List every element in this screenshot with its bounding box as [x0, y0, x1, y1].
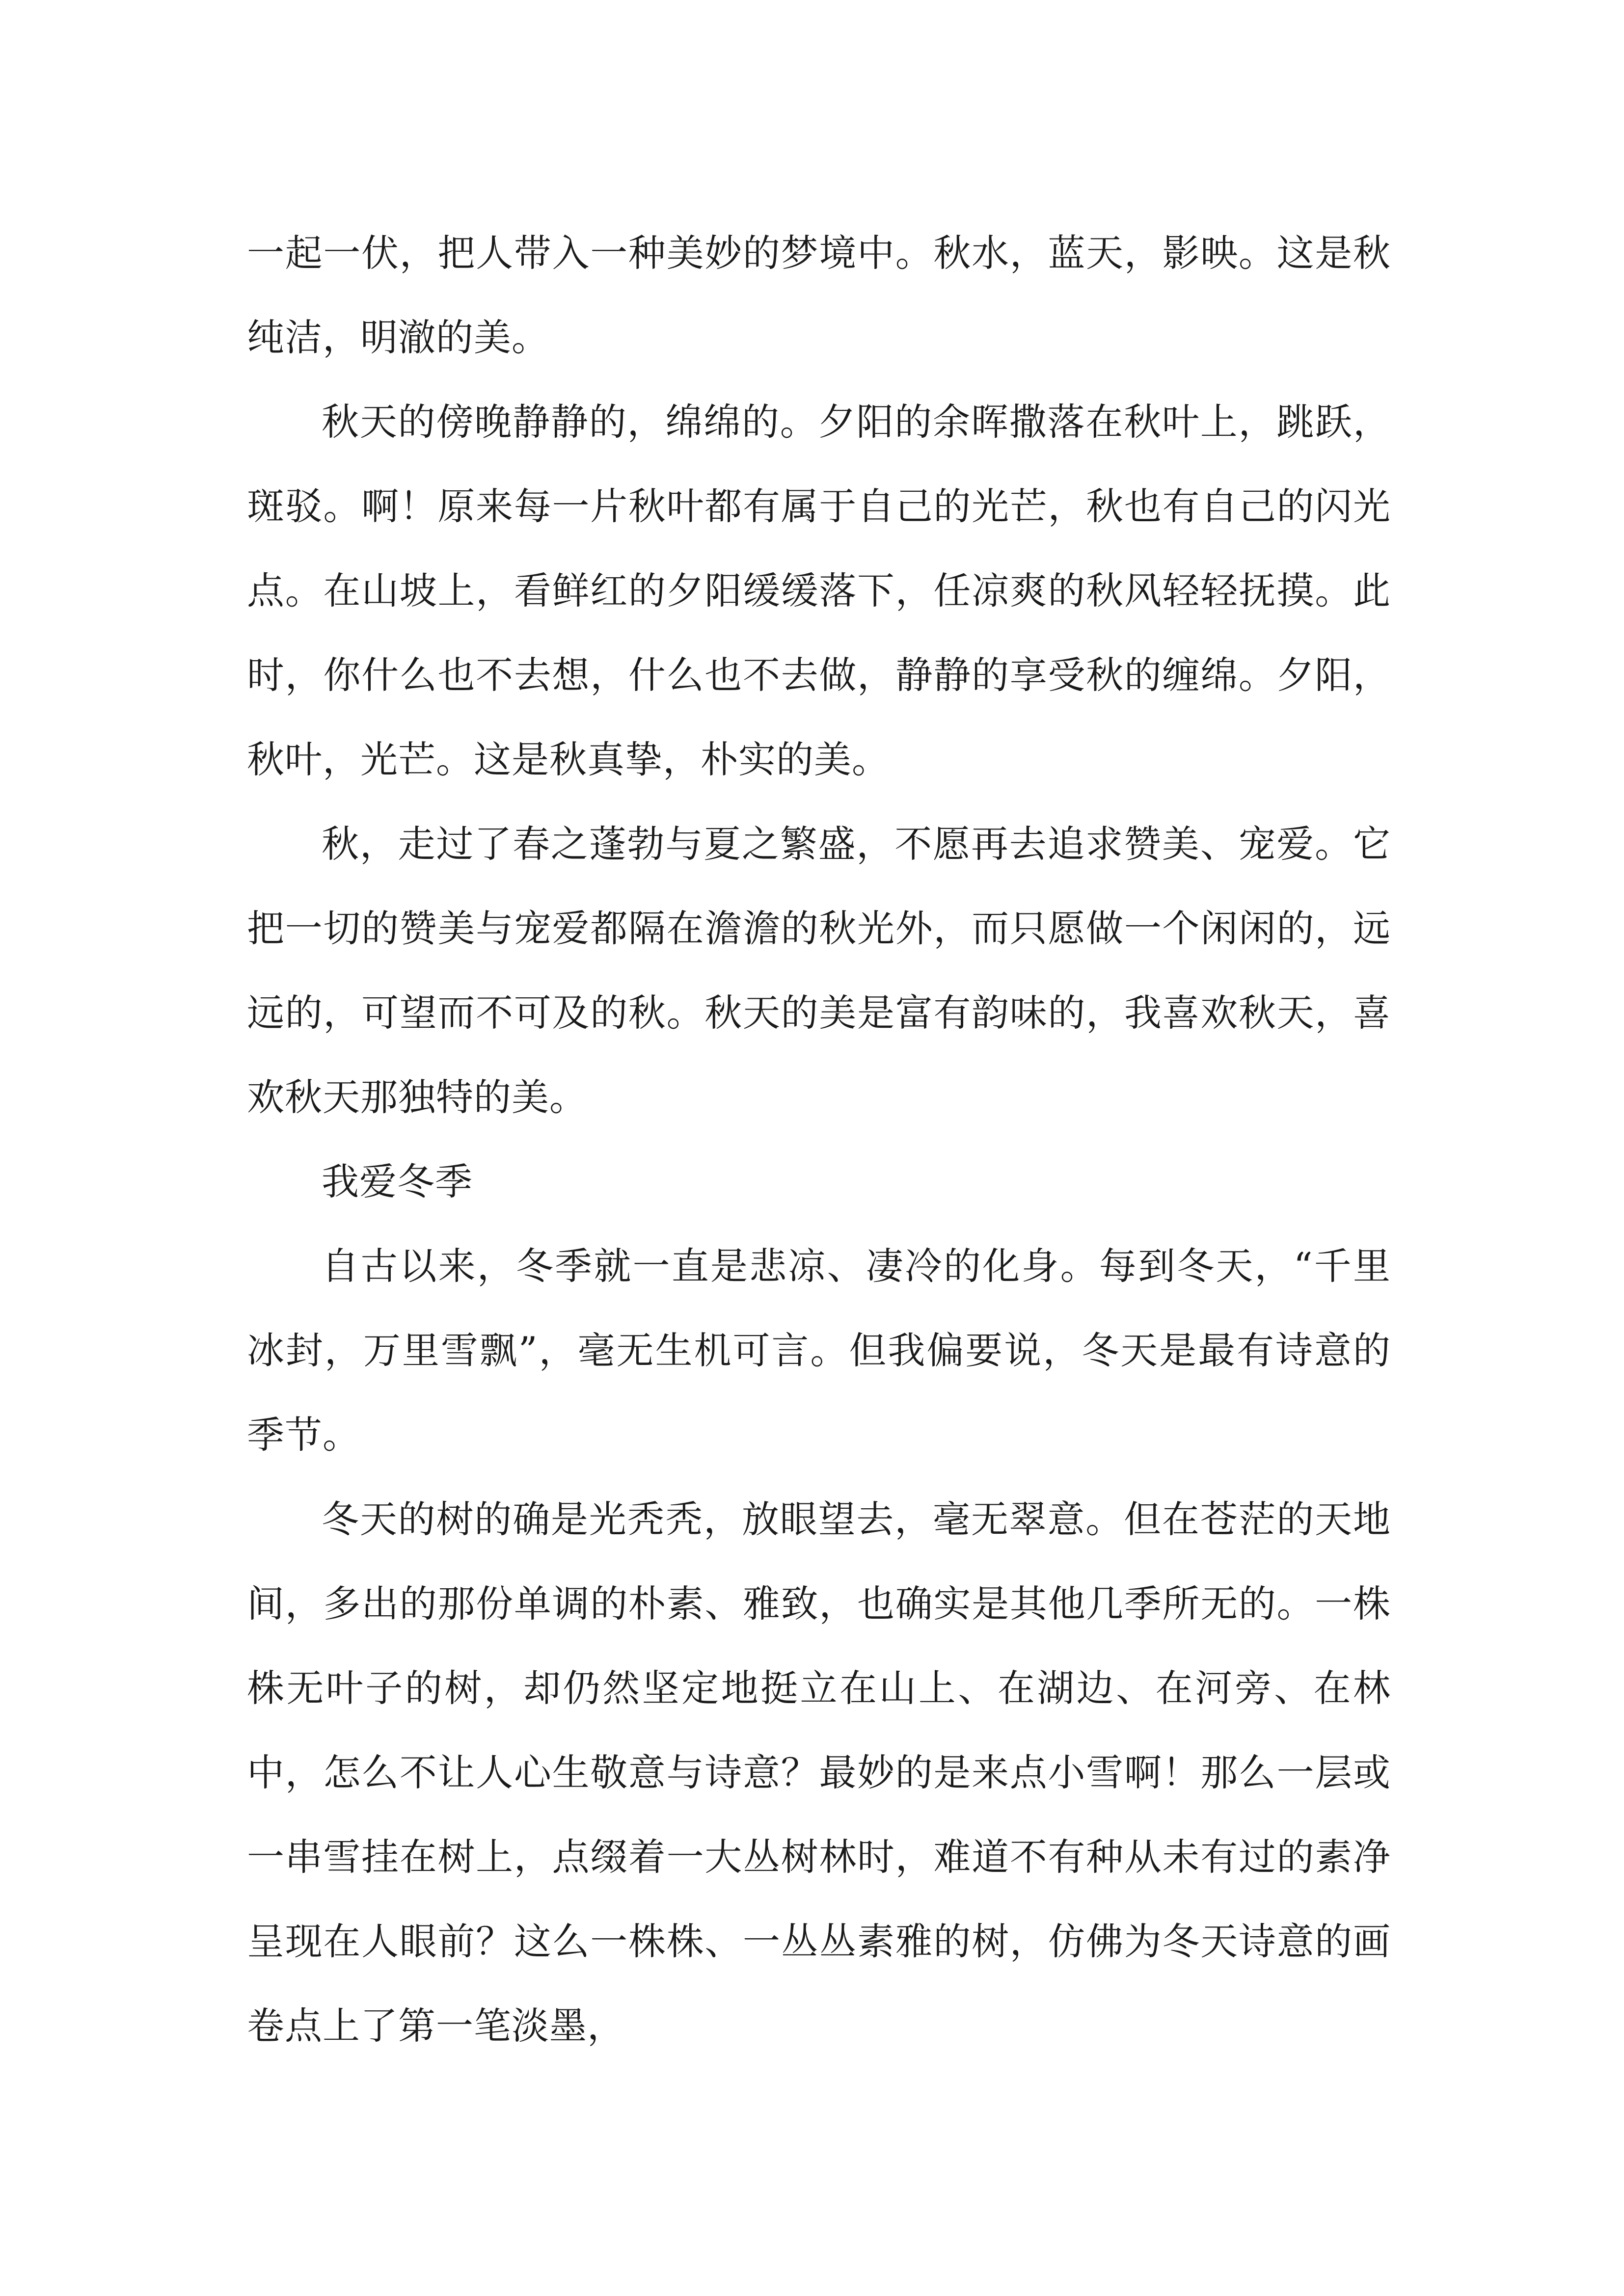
paragraph-winter-trees: 冬天的树的确是光秃秃，放眼望去，毫无翠意。但在苍茫的天地间，多出的那份单调的朴素、雅致，也确实是其他几季所无的。一株株无叶子的树，却仍然坚定地挺立在山上、在湖边、在河旁、在林中，怎么不让人心生敬意与诗意？最妙的是来点小雪啊！那么一层或一串雪挂在树上，点缀着一大丛树林时，难道不有种从未有过的素净呈现在人眼前？这么一株株、一丛丛素雅的树，仿佛为冬天诗意的画卷点上了第一笔淡墨，	[247, 1497, 1391, 2048]
section-heading-winter: 我爱冬季	[322, 1160, 473, 1203]
document-body	[247, 211, 1391, 2068]
paragraph-autumn-charm: 秋，走过了春之蓬勃与夏之繁盛，不愿再去追求赞美、宠爱。它把一切的赞美与宠爱都隔在澹澹的秋光外，而只愿做一个闲闲的，远远的，可望而不可及的秋。秋天的美是富有韵味的，我喜欢秋天，喜欢秋天那独特的美。	[247, 822, 1391, 1119]
paragraph-winter-intro: 自古以来，冬季就一直是悲凉、凄冷的化身。每到冬天，“千里冰封，万里雪飘”，毫无生机可言。但我偏要说，冬天是最有诗意的季节。	[247, 1244, 1391, 1457]
paragraph-autumn-evening: 秋天的傍晚静静的，绵绵的。夕阳的余晖撒落在秋叶上，跳跃，斑驳。啊！原来每一片秋叶都有属于自己的光芒，秋也有自己的闪光点。在山坡上，看鲜红的夕阳缓缓落下，任凉爽的秋风轻轻抚摸。此时，你什么也不去想，什么也不去做，静静的享受秋的缠绵。夕阳，秋叶，光芒。这是秋真挚，朴实的美。	[247, 400, 1391, 781]
paragraph-autumn-water: 一起一伏，把人带入一种美妙的梦境中。秋水，蓝天，影映。这是秋纯洁，明澈的美。	[247, 231, 1391, 359]
